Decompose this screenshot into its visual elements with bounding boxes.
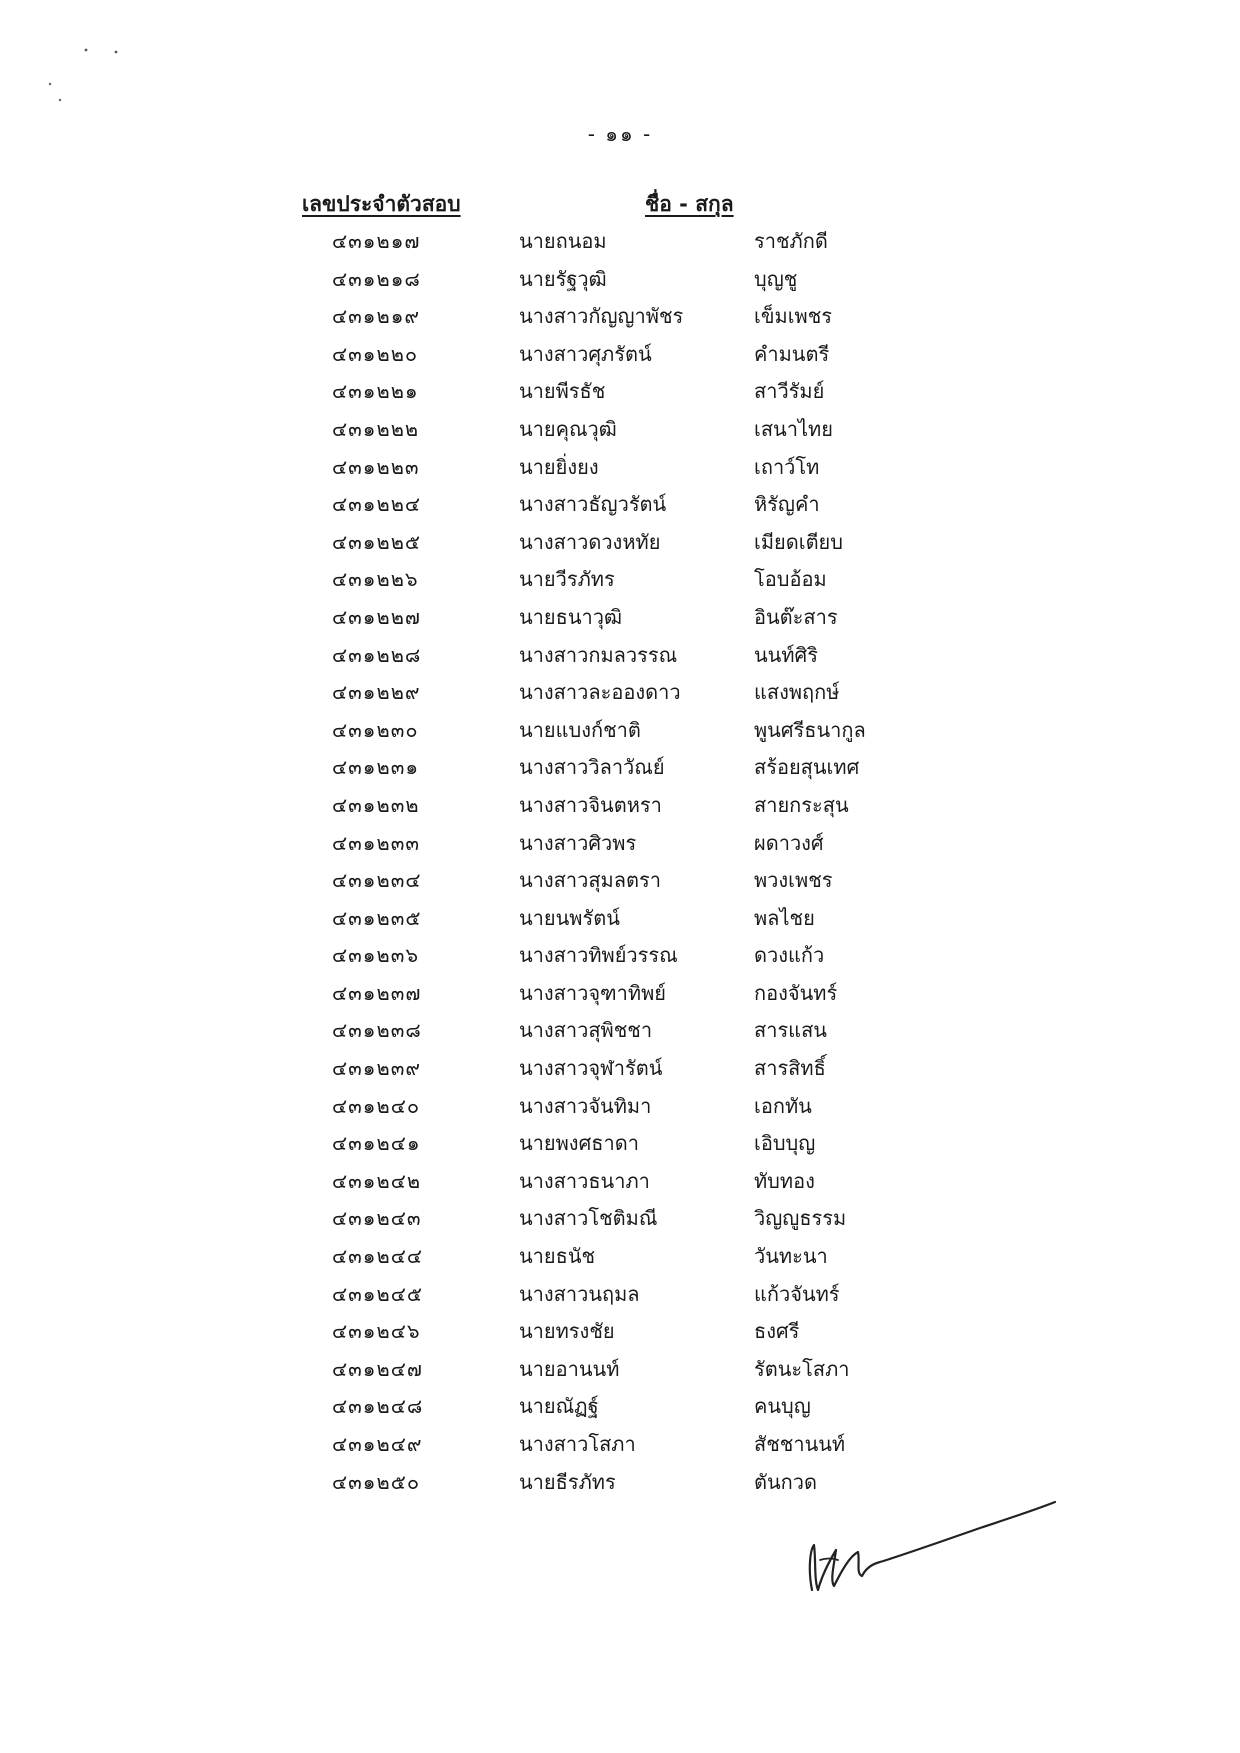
- table-row: [0, 1237, 1240, 1275]
- last-name: เอกทัน: [754, 1093, 812, 1118]
- table-row: [0, 410, 1240, 448]
- exam-id: ๔๓๑๒๒๓: [332, 454, 420, 479]
- first-name: นางสาวโสภา: [519, 1432, 636, 1456]
- last-name: หิรัญคำ: [754, 492, 820, 517]
- table-row: [0, 636, 1240, 674]
- table-row: [0, 335, 1240, 373]
- exam-id: ๔๓๑๒๑๘: [332, 266, 421, 291]
- last-name: พวงเพชร: [754, 868, 833, 893]
- exam-id: ๔๓๑๒๔๘: [332, 1394, 424, 1419]
- exam-id: ๔๓๑๒๒๕: [332, 529, 422, 554]
- table-row: [0, 899, 1240, 937]
- table-row: [0, 1011, 1240, 1049]
- exam-id: ๔๓๑๒๓๕: [332, 905, 422, 930]
- exam-id: ๔๓๑๒๒๑: [332, 379, 419, 404]
- first-name: นายแบงก์ชาติ: [519, 717, 641, 742]
- first-name: นายวีรภัทร: [519, 567, 615, 592]
- first-name: นายคุณวุฒิ: [519, 416, 617, 441]
- first-name: นายถนอม: [519, 229, 607, 253]
- exam-id: ๔๓๑๒๒๙: [332, 680, 421, 705]
- table-row: [0, 1162, 1240, 1200]
- exam-id: ๔๓๑๒๓๖: [332, 943, 420, 968]
- last-name: วันทะนา: [754, 1244, 828, 1269]
- first-name: นางสาวกมลวรรณ: [519, 642, 678, 667]
- first-name: นายรัฐวุฒิ: [519, 266, 607, 291]
- exam-id: ๔๓๑๒๒๗: [332, 604, 421, 629]
- exam-id: ๔๓๑๒๑๙: [332, 304, 421, 329]
- exam-id: ๔๓๑๒๓๓: [332, 830, 421, 855]
- table-row: [0, 1275, 1240, 1313]
- first-name: นางสาวนฤมล: [519, 1281, 640, 1306]
- last-name: วิญญูธรรม: [754, 1206, 847, 1231]
- last-name: ตันกวด: [754, 1469, 817, 1494]
- last-name: ผดาวงศ์: [754, 830, 824, 855]
- table-row: [0, 222, 1240, 260]
- exam-id: ๔๓๑๒๓๘: [332, 1018, 422, 1043]
- last-name: แสงพฤกษ์: [754, 680, 840, 705]
- page-number: - ๑๑ -: [587, 122, 653, 146]
- exam-id: ๔๓๑๒๔๓: [332, 1206, 422, 1231]
- header-full-name: ชื่อ - สกุล: [645, 192, 734, 216]
- last-name: นนท์ศิริ: [754, 642, 818, 667]
- first-name: นางสาวธัญวรัตน์: [519, 492, 667, 517]
- signature-icon: [800, 1490, 1060, 1610]
- last-name: สายกระสุน: [754, 792, 849, 817]
- table-row: [0, 598, 1240, 636]
- table-row: [0, 1199, 1240, 1237]
- first-name: นางสาวจุฑาทิพย์: [519, 980, 666, 1005]
- last-name: เสนาไทย: [754, 416, 833, 441]
- last-name: คำมนตรี: [754, 341, 830, 366]
- last-name: พลไชย: [754, 905, 815, 930]
- table-row: [0, 1387, 1240, 1425]
- table-row: [0, 748, 1240, 786]
- last-name: ราชภักดี: [754, 229, 828, 253]
- exam-id: ๔๓๑๒๕๐: [332, 1469, 421, 1494]
- table-row: [0, 485, 1240, 523]
- last-name: สร้อยสุนเทศ: [754, 755, 860, 780]
- last-name: เอิบบุญ: [754, 1131, 816, 1156]
- first-name: นางสาวทิพย์วรรณ: [519, 943, 678, 968]
- table-row: [0, 448, 1240, 486]
- first-name: นายยิ่งยง: [519, 454, 599, 479]
- last-name: สารสิทธิ์: [754, 1056, 826, 1081]
- table-row: [0, 711, 1240, 749]
- last-name: ธงศรี: [754, 1319, 800, 1344]
- first-name: นายธนาวุฒิ: [519, 604, 623, 629]
- last-name: แก้วจันทร์: [754, 1281, 840, 1306]
- table-row: [0, 936, 1240, 974]
- table-row: [0, 974, 1240, 1012]
- first-name: นางสาวโชติมณี: [519, 1206, 658, 1231]
- exam-id: ๔๓๑๒๓๔: [332, 868, 422, 893]
- exam-id: ๔๓๑๒๒๖: [332, 567, 419, 592]
- first-name: นางสาวจันทิมา: [519, 1093, 652, 1118]
- table-row: [0, 1049, 1240, 1087]
- table-row: [0, 1425, 1240, 1463]
- table-header: [0, 188, 1240, 222]
- last-name: สาวีรัมย์: [754, 379, 825, 404]
- last-name: อินต๊ะสาร: [754, 604, 838, 629]
- last-name: บุญชู: [754, 266, 798, 291]
- last-name: พูนศรีธนากูล: [754, 717, 866, 742]
- last-name: ทับทอง: [754, 1168, 815, 1193]
- last-name: สัชชานนท์: [754, 1432, 846, 1456]
- exam-id: ๔๓๑๒๔๙: [332, 1432, 423, 1456]
- last-name: สารแสน: [754, 1018, 827, 1043]
- first-name: นางสาวจุฬารัตน์: [519, 1056, 663, 1081]
- table-row: [0, 786, 1240, 824]
- first-name: นายนพรัตน์: [519, 905, 620, 930]
- last-name: โอบอ้อม: [754, 567, 827, 592]
- first-name: นางสาวศุภรัตน์: [519, 341, 652, 366]
- table-row: [0, 1312, 1240, 1350]
- exam-id: ๔๓๑๒๓๐: [332, 717, 419, 742]
- exam-id: ๔๓๑๒๔๕: [332, 1281, 423, 1306]
- table-row: [0, 1087, 1240, 1125]
- table-row: [0, 560, 1240, 598]
- exam-id: ๔๓๑๒๔๖: [332, 1319, 421, 1344]
- table-row: [0, 1350, 1240, 1388]
- exam-id: ๔๓๑๒๓๒: [332, 792, 420, 817]
- exam-id: ๔๓๑๒๔๑: [332, 1131, 421, 1156]
- last-name: เข็มเพชร: [754, 304, 833, 329]
- exam-id: ๔๓๑๒๓๙: [332, 1056, 422, 1081]
- first-name: นายอานนท์: [519, 1356, 620, 1381]
- table-row: [0, 297, 1240, 335]
- table-row: [0, 1124, 1240, 1162]
- table-row: [0, 523, 1240, 561]
- last-name: เมียดเตียบ: [754, 529, 843, 554]
- table-row: [0, 673, 1240, 711]
- last-name: เถาว์โท: [754, 454, 820, 479]
- table-row: [0, 861, 1240, 899]
- exam-id: ๔๓๑๒๔๗: [332, 1356, 423, 1381]
- exam-id: ๔๓๑๒๓๑: [332, 755, 420, 780]
- last-name: รัตนะโสภา: [754, 1356, 850, 1381]
- table-row: [0, 260, 1240, 298]
- exam-id: ๔๓๑๒๒๔: [332, 492, 422, 517]
- first-name: นางสาวดวงหทัย: [519, 529, 661, 554]
- exam-id: ๔๓๑๒๑๗: [332, 229, 421, 253]
- table-row: [0, 372, 1240, 410]
- last-name: ดวงแก้ว: [754, 943, 825, 968]
- first-name: นายพีรธัช: [519, 379, 606, 404]
- exam-id: ๔๓๑๒๔๐: [332, 1093, 421, 1118]
- header-exam-id: เลขประจำตัวสอบ: [302, 192, 461, 216]
- first-name: นายธนัช: [519, 1244, 596, 1269]
- last-name: กองจันทร์: [754, 980, 838, 1005]
- table-row: [0, 824, 1240, 862]
- exam-id: ๔๓๑๒๔๔: [332, 1244, 423, 1269]
- exam-id: ๔๓๑๒๒๐: [332, 341, 419, 366]
- first-name: นางสาวสุมลตรา: [519, 868, 661, 893]
- first-name: นางสาวสุพิชชา: [519, 1018, 653, 1043]
- first-name: นางสาวกัญญาพัชร: [519, 304, 684, 329]
- first-name: นางสาวจินตหรา: [519, 792, 662, 817]
- first-name: นายธีรภัทร: [519, 1469, 616, 1494]
- first-name: นางสาววิลาวัณย์: [519, 755, 665, 780]
- first-name: นายพงศธาดา: [519, 1131, 639, 1156]
- first-name: นางสาวธนาภา: [519, 1168, 650, 1193]
- first-name: นางสาวละอองดาว: [519, 680, 681, 705]
- exam-id: ๔๓๑๒๒๘: [332, 642, 422, 667]
- exam-id: ๔๓๑๒๒๒: [332, 416, 420, 441]
- first-name: นายณัฏฐ์: [519, 1394, 599, 1419]
- exam-id: ๔๓๑๒๔๒: [332, 1168, 422, 1193]
- first-name: นางสาวศิวพร: [519, 830, 637, 855]
- candidate-list: [0, 222, 1240, 1500]
- last-name: คนบุญ: [754, 1394, 811, 1419]
- exam-id: ๔๓๑๒๓๗: [332, 980, 422, 1005]
- first-name: นายทรงชัย: [519, 1319, 615, 1344]
- scan-specks: [40, 40, 140, 120]
